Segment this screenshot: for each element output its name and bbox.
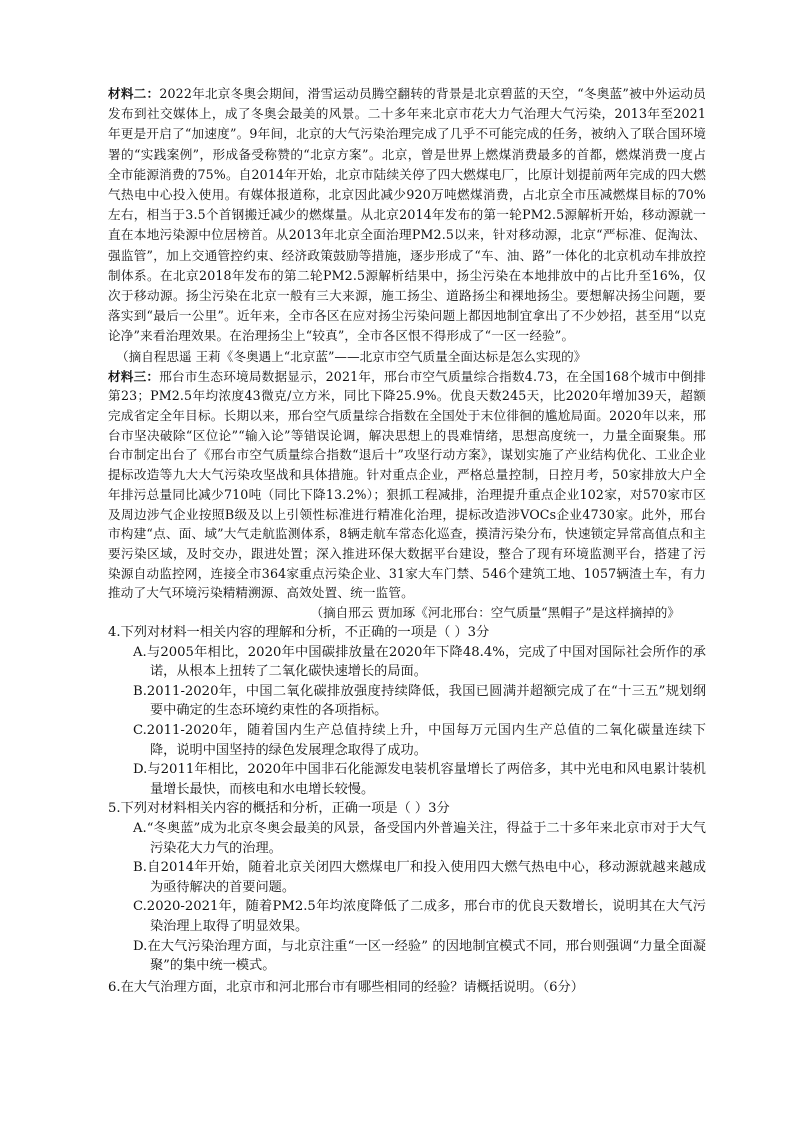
exam-page (108, 84, 706, 997)
question-4-option-b: B.2011-2020年，中国二氧化碳排放强度持续降低，我国已圆满并超额完成了在“十三五”规划纲要中确定的生态环境约束性的各项指标。 (133, 683, 706, 719)
question-5-option-b: B.自2014年开始，随着北京关闭四大燃煤电厂和投入使用四大燃气热电中心，移动源就越来越成为亟待解决的首要问题。 (133, 860, 706, 895)
question-5-option-d: D.在大气污染治理方面，与北京注重“一区一经验” 的因地制宜模式不同，邢台则强调“力量全面凝聚”的集中统一模式。 (133, 938, 706, 974)
material-3-paragraph (108, 367, 706, 603)
question-5-option-c: C.2020-2021年，随着PM2.5年均浓度降低了二成多，邢台市的优良天数增长，说明其在大气污染治理上取得了明显效果。 (133, 899, 706, 934)
material-2-label: 材料二： (108, 86, 160, 101)
question-4-stem: 4.下列对材料一相关内容的理解和分析，不正确的一项是（ ）3分 (108, 625, 490, 641)
question-5 (108, 799, 706, 975)
question-6 (108, 978, 706, 998)
material-3-source: （摘自邢云 贾加琢《河北邢台：空气质量“黑帽子”是这样摘掉的》 (310, 605, 680, 621)
question-4-option-a: A.与2005年相比，2020年中国碳排放量在2020年下降48.4%，完成了中国对国际社会所作的承诺，从根本上扭转了二氧化碳快速增长的局面。 (133, 644, 706, 680)
material-2-paragraph (108, 84, 706, 347)
material-2-text: 2022年北京冬奥会期间，滑雪运动员腾空翻转的背景是北京碧蓝的天空，“冬奥蓝”被中外运动员发布到社交媒体上，成了冬奥会最美的风景。二十多年来北京市花大力气治理大气污染，2013年至2021年更是开启了“加速度”。9年间，北京的大气污染治理完成了几乎不可能完成的任务，被纳入了联合国环境署的“实践案例”，形成备受称赞的“北京方案”。北京，曾是世界上燃煤消费最多的首都，燃煤消费一度占全市能源消费的75%。自2014年开始，北京市陆续关停了四大燃煤电厂，比原计划提前两年完成的四大燃气热电中心投入使用。有媒体报道称，北京因此减少920万吨燃煤消费，占北京全市压减燃煤目标的70%左右，相当于3.5个首钢搬迁减少的燃煤量。从北京2014年发布的第一轮PM2.5源解析开始，移动源就一直在本地污染源中位居榜首。从2013年北京全面治理PM2.5以来，针对移动源，北京“严标准、促淘汰、强监管”，加上交通管控约束、经济政策鼓励等措施，逐步形成了“车、油、路”一体化的北京机动车排放控制体系。在北京2018年发布的第二轮PM2.5源解析结果中，扬尘污染在本地排放中的占比升至16%，仅次于移动源。扬尘污染在北京一般有三大来源，施工扬尘、道路扬尘和裸地扬尘。要想解决扬尘问题，要落实到“最后一公里”。近年来，全市各区在应对扬尘污染问题上都因地制宜拿出了不少妙招，甚至用“以克论净”来看治理效果。在治理扬尘上“较真”，全市各区恨不得形成了“一区一经验”。 (108, 86, 706, 344)
material-3-label: 材料三： (108, 368, 160, 384)
material-2-source: （摘自程思遥 王莉《冬奥遇上“北京蓝”——北京市空气质量全面达标是怎么实现的》 (116, 348, 587, 364)
question-4-option-d: D.与2011年相比，2020年中国非石化能源发电装机容量增长了两倍多，其中光电和风电累计装机量增长最快，而核电和水电增长较慢。 (133, 762, 706, 797)
question-6-stem: 6.在大气治理方面，北京市和河北邢台市有哪些相同的经验？请概括说明。（6分） (108, 979, 584, 995)
question-5-stem: 5.下列对材料相关内容的概括和分析，正确一项是（ ）3分 (108, 801, 450, 817)
question-5-option-a: A.“冬奥蓝”成为北京冬奥会最美的风景，备受国内外普遍关注，得益于二十多年来北京市对于大气污染花大力气的治理。 (133, 821, 706, 856)
question-4 (108, 623, 706, 799)
question-4-option-c: C.2011-2020年，随着国内生产总值持续上升，中国每万元国内生产总值的二氧化碳量连续下降，说明中国坚持的绿色发展理念取得了成功。 (133, 723, 706, 758)
material-3-text: 邢台市生态环境局数据显示，2021年，邢台市空气质量综合指数4.73，在全国168个城市中倒排第23；PM2.5年均浓度43微克/立方米，同比下降25.9%。优良天数245天，比2020年增加39天，超额完成省定全年目标。长期以来，邢台空气质量综合指数在全国处于末位徘徊的尴尬局面。2020年以来，邢台市坚决破除“区位论”“输入论”等错误论调，解决思想上的畏难情绪，思想高度统一，力量全面聚集。邢台市制定出台了《邢台市空气质量综合指数“退后十”攻坚行动方案》，谋划实施了产业结构优化、工业企业提标改造等九大大气污染攻坚战和具体措施。针对重点企业，严格总量控制，日控月考，50家排放大户全年排污总量同比减少710吨（同比下降13.2%）；狠抓工程减排，治理提升重点企业102家，对570家市区及周边涉气企业按照B级及以上引领性标准进行精准化治理，提标改造涉VOCs企业4730家。此外，邢台市构建“点、面、域”大气走航监测体系，8辆走航车常态化巡查，摸清污染分布，快速锁定异常高值点和主要污染区域，及时交办，跟进处置；深入推进环保大数据平台建设，整合了现有环境监测平台，搭建了污染源自动监控网，连接全市364家重点污染企业、31家大车门禁、546个建筑工地、1057辆渣土车，有力推动了大气环境污染精精溯源、高效处置、统一监管。 (108, 368, 706, 601)
